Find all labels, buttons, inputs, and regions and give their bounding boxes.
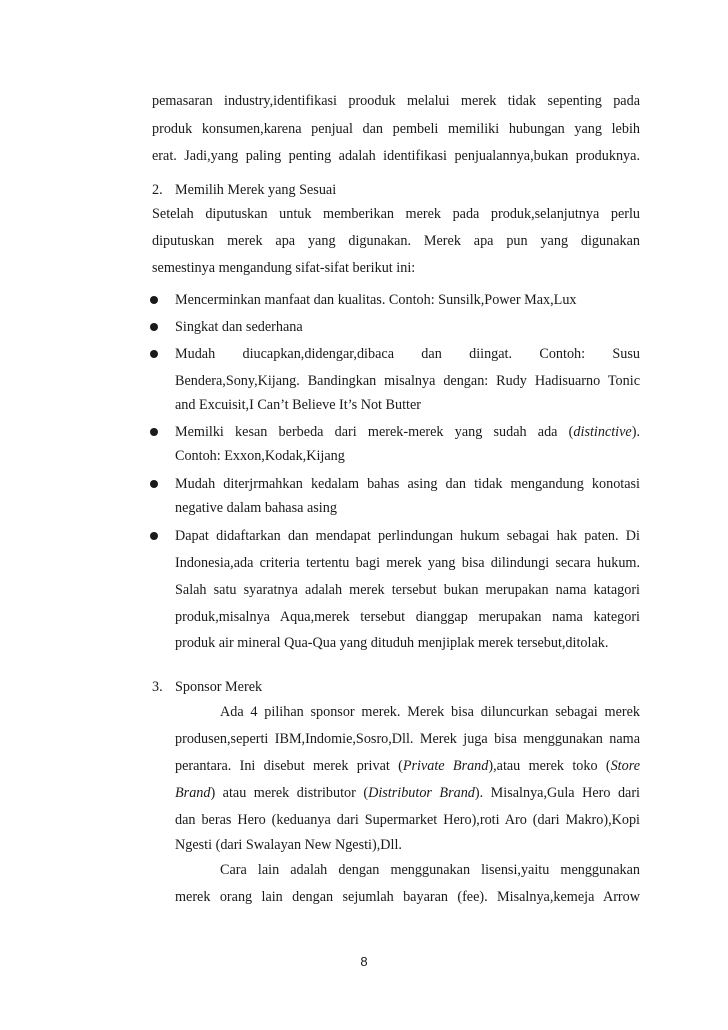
list-item: and Excuisit,I Can’t Believe It’s Not Butter [175, 397, 422, 413]
list-item: Mudah diucapkan,didengar,dibaca dan diingat. Contoh: Susu [175, 346, 640, 362]
paragraph-line: Ada 4 pilihan sponsor merek. Merek bisa diluncurkan sebagai merek [220, 704, 640, 720]
list-item [175, 423, 640, 441]
list-item: negative dalam bahasa asing [175, 500, 337, 516]
paragraph-italic: Private Brand [402, 758, 489, 774]
paragraph-line: produsen,seperti IBM,Indomie,Sosro,Dll. Merek juga bisa menggunakan nama [175, 731, 640, 747]
paragraph-line: erat. Jadi,yang paling penting adalah identifikasi penjualannya,bukan produknya. [152, 148, 640, 164]
list-item-text: ). [631, 424, 640, 440]
paragraph-text: ). Misalnya,Gula Hero dari [474, 785, 640, 801]
paragraph-line: Setelah diputuskan untuk memberikan merek pada produk,selanjutnya perlu [152, 206, 640, 222]
paragraph-text: ) atau merek distributor ( [210, 785, 369, 801]
paragraph-italic: Brand [175, 785, 211, 801]
section-number: 2. [152, 182, 163, 198]
section-title: Memilih Merek yang Sesuai [175, 182, 337, 198]
list-item: produk air mineral Qua-Qua yang dituduh menjiplak merek tersebut,ditolak. [175, 635, 609, 651]
list-item: Salah satu syaratnya adalah merek tersebut bukan merupakan nama katagori [175, 582, 640, 598]
paragraph-line: Ngesti (dari Swalayan New Ngesti),Dll. [175, 837, 402, 853]
paragraph-italic: Distributor Brand [368, 785, 475, 801]
paragraph-text: perantara. Ini disebut merek privat ( [175, 758, 403, 774]
paragraph-line: pemasaran industry,identifikasi prooduk melalui merek tidak sepenting pada [152, 93, 640, 109]
paragraph-line: dan beras Hero (keduanya dari Supermarket Hero),roti Aro (dari Makro),Kopi [175, 812, 640, 828]
section-title: Sponsor Merek [175, 679, 263, 695]
list-item: Dapat didaftarkan dan mendapat perlindungan hukum sebagai hak paten. Di [175, 528, 640, 544]
bullet-icon [150, 480, 158, 488]
paragraph-line [175, 757, 640, 775]
paragraph-line: merek orang lain dengan sejumlah bayaran (fee). Misalnya,kemeja Arrow [175, 889, 640, 905]
paragraph-text: ),atau merek toko ( [488, 758, 611, 774]
section-number: 3. [152, 679, 163, 695]
list-item-text: Memilki kesan berbeda dari merek-merek yang sudah ada ( [175, 424, 574, 440]
list-item: Contoh: Exxon,Kodak,Kijang [175, 448, 345, 464]
paragraph-italic: Store [610, 758, 640, 774]
list-item: Mudah diterjrmahkan kedalam bahas asing dan tidak mengandung konotasi [175, 476, 640, 492]
page-number: 8 [360, 954, 368, 969]
bullet-icon [150, 532, 158, 540]
paragraph-line: produk konsumen,karena penjual dan pembeli memiliki hubungan yang lebih [152, 121, 640, 137]
bullet-icon [150, 323, 158, 331]
paragraph-line: Cara lain adalah dengan menggunakan lisensi,yaitu menggunakan [220, 862, 640, 878]
list-item: Indonesia,ada criteria tertentu bagi merek yang bisa dilindungi secara hukum. [175, 555, 640, 571]
list-item: Mencerminkan manfaat dan kualitas. Contoh: Sunsilk,Power Max,Lux [175, 292, 577, 308]
list-item-italic: distinctive [573, 424, 632, 440]
paragraph-line [175, 784, 640, 802]
bullet-icon [150, 350, 158, 358]
list-item: produk,misalnya Aqua,merek tersebut dianggap merupakan nama kategori [175, 609, 640, 625]
list-item: Singkat dan sederhana [175, 319, 303, 335]
bullet-icon [150, 296, 158, 304]
paragraph-line: diputuskan merek apa yang digunakan. Merek apa pun yang digunakan [152, 233, 640, 249]
list-item: Bendera,Sony,Kijang. Bandingkan misalnya dengan: Rudy Hadisuarno Tonic [175, 373, 640, 389]
paragraph-line: semestinya mengandung sifat-sifat berikut ini: [152, 260, 416, 276]
bullet-icon [150, 428, 158, 436]
